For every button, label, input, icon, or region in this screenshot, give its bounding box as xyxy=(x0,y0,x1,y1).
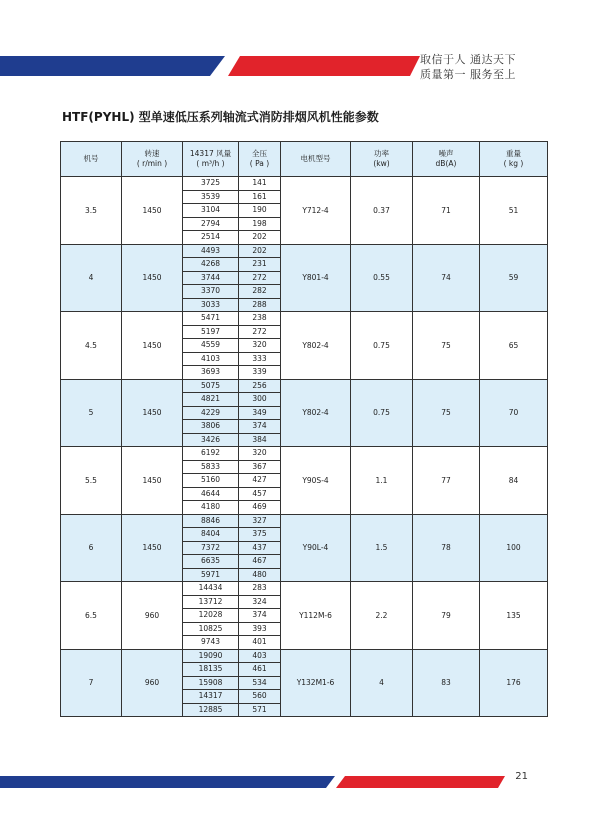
weight-cell: 100 xyxy=(480,514,548,582)
pressure-cell: 374 xyxy=(239,420,281,434)
airflow-cell: 6635 xyxy=(183,555,239,569)
pressure-cell: 374 xyxy=(239,609,281,623)
weight-cell: 135 xyxy=(480,582,548,650)
fan-number-cell: 4.5 xyxy=(61,312,122,380)
airflow-cell: 3806 xyxy=(183,420,239,434)
airflow-cell: 2514 xyxy=(183,231,239,245)
airflow-cell: 5197 xyxy=(183,325,239,339)
airflow-cell: 4103 xyxy=(183,352,239,366)
fan-number-cell: 6 xyxy=(61,514,122,582)
table-header-row xyxy=(61,142,548,177)
table-row xyxy=(61,177,548,191)
footer-stripes-graphic xyxy=(0,776,505,788)
power-cell: 1.1 xyxy=(351,447,413,515)
motor-model-cell: Y112M-6 xyxy=(281,582,351,650)
airflow-cell: 12028 xyxy=(183,609,239,623)
page-title: HTF(PYHL) 型单速低压系列轴流式消防排烟风机性能参数 xyxy=(62,110,379,124)
pressure-cell: 300 xyxy=(239,393,281,407)
pressure-cell: 339 xyxy=(239,366,281,380)
airflow-cell: 5833 xyxy=(183,460,239,474)
noise-cell: 78 xyxy=(413,514,480,582)
pressure-cell: 231 xyxy=(239,258,281,272)
pressure-cell: 461 xyxy=(239,663,281,677)
fan-number-cell: 4 xyxy=(61,244,122,312)
column-header xyxy=(239,142,281,177)
noise-cell: 75 xyxy=(413,379,480,447)
pressure-cell: 375 xyxy=(239,528,281,542)
power-cell: 1.5 xyxy=(351,514,413,582)
weight-cell: 176 xyxy=(480,649,548,717)
column-header-unit: ( r/min ) xyxy=(136,159,168,168)
pressure-cell: 384 xyxy=(239,433,281,447)
pressure-cell: 367 xyxy=(239,460,281,474)
power-cell: 4 xyxy=(351,649,413,717)
airflow-cell: 19090 xyxy=(183,649,239,663)
noise-cell: 83 xyxy=(413,649,480,717)
pressure-cell: 571 xyxy=(239,703,281,717)
motor-model-cell: Y802-4 xyxy=(281,379,351,447)
pressure-cell: 320 xyxy=(239,339,281,353)
airflow-cell: 5471 xyxy=(183,312,239,326)
column-header-unit: (kw) xyxy=(373,159,390,168)
column-header xyxy=(413,142,480,177)
performance-table xyxy=(60,141,548,717)
pressure-cell: 333 xyxy=(239,352,281,366)
pressure-cell: 202 xyxy=(239,231,281,245)
motor-model-cell: Y801-4 xyxy=(281,244,351,312)
column-header-label: 机号 xyxy=(83,154,99,163)
speed-cell: 960 xyxy=(122,649,183,717)
pressure-cell: 272 xyxy=(239,271,281,285)
airflow-cell: 4644 xyxy=(183,487,239,501)
pressure-cell: 349 xyxy=(239,406,281,420)
power-cell: 0.75 xyxy=(351,312,413,380)
pressure-cell: 256 xyxy=(239,379,281,393)
airflow-cell: 3370 xyxy=(183,285,239,299)
airflow-cell: 8404 xyxy=(183,528,239,542)
airflow-cell: 14434 xyxy=(183,582,239,596)
column-header xyxy=(183,142,239,177)
airflow-cell: 4559 xyxy=(183,339,239,353)
column-header-unit: dB(A) xyxy=(435,159,457,168)
motor-model-cell: Y90S-4 xyxy=(281,447,351,515)
pressure-cell: 393 xyxy=(239,622,281,636)
airflow-cell: 9743 xyxy=(183,636,239,650)
fan-number-cell: 5.5 xyxy=(61,447,122,515)
pressure-cell: 283 xyxy=(239,582,281,596)
table-row xyxy=(61,447,548,461)
airflow-cell: 3033 xyxy=(183,298,239,312)
airflow-cell: 4493 xyxy=(183,244,239,258)
column-header xyxy=(61,142,122,177)
pressure-cell: 202 xyxy=(239,244,281,258)
pressure-cell: 288 xyxy=(239,298,281,312)
fan-number-cell: 7 xyxy=(61,649,122,717)
footer-blue-stripe xyxy=(0,776,335,788)
motor-model-cell: Y132M1-6 xyxy=(281,649,351,717)
airflow-cell: 10825 xyxy=(183,622,239,636)
slogan-line-2: 质量第一 服务至上 xyxy=(420,68,516,81)
table-row xyxy=(61,244,548,258)
column-header-label: 转速 xyxy=(144,149,160,158)
pressure-cell: 324 xyxy=(239,595,281,609)
weight-cell: 84 xyxy=(480,447,548,515)
column-header-label: 重量 xyxy=(506,149,521,158)
noise-cell: 75 xyxy=(413,312,480,380)
airflow-cell: 3693 xyxy=(183,366,239,380)
column-header xyxy=(122,142,183,177)
airflow-cell: 12885 xyxy=(183,703,239,717)
fan-number-cell: 6.5 xyxy=(61,582,122,650)
company-slogan xyxy=(420,52,530,82)
table-row xyxy=(61,514,548,528)
noise-cell: 77 xyxy=(413,447,480,515)
airflow-cell: 4821 xyxy=(183,393,239,407)
airflow-cell: 3744 xyxy=(183,271,239,285)
pressure-cell: 480 xyxy=(239,568,281,582)
column-header xyxy=(351,142,413,177)
column-header-unit: ( kg ) xyxy=(503,159,524,168)
pressure-cell: 469 xyxy=(239,501,281,515)
speed-cell: 1450 xyxy=(122,447,183,515)
header-red-stripe xyxy=(228,56,420,76)
pressure-cell: 327 xyxy=(239,514,281,528)
airflow-cell: 4180 xyxy=(183,501,239,515)
weight-cell: 70 xyxy=(480,379,548,447)
table-body xyxy=(61,177,548,717)
header-blue-stripe xyxy=(0,56,225,76)
airflow-cell: 3725 xyxy=(183,177,239,191)
column-header-unit: ( m³/h ) xyxy=(196,159,225,168)
column-header xyxy=(480,142,548,177)
airflow-cell: 5160 xyxy=(183,474,239,488)
airflow-cell: 8846 xyxy=(183,514,239,528)
airflow-cell: 7372 xyxy=(183,541,239,555)
pressure-cell: 401 xyxy=(239,636,281,650)
pressure-cell: 198 xyxy=(239,217,281,231)
pressure-cell: 190 xyxy=(239,204,281,218)
airflow-cell: 4268 xyxy=(183,258,239,272)
airflow-cell: 15908 xyxy=(183,676,239,690)
speed-cell: 1450 xyxy=(122,379,183,447)
page-number: 21 xyxy=(515,771,528,782)
pressure-cell: 238 xyxy=(239,312,281,326)
column-header xyxy=(281,142,351,177)
pressure-cell: 467 xyxy=(239,555,281,569)
pressure-cell: 427 xyxy=(239,474,281,488)
weight-cell: 51 xyxy=(480,177,548,245)
speed-cell: 1450 xyxy=(122,177,183,245)
airflow-cell: 3426 xyxy=(183,433,239,447)
speed-cell: 1450 xyxy=(122,514,183,582)
table-row xyxy=(61,649,548,663)
column-header-label: 电机型号 xyxy=(300,154,331,163)
column-header-label: 功率 xyxy=(374,149,389,158)
airflow-cell: 5971 xyxy=(183,568,239,582)
pressure-cell: 282 xyxy=(239,285,281,299)
pressure-cell: 457 xyxy=(239,487,281,501)
airflow-cell: 3104 xyxy=(183,204,239,218)
airflow-cell: 4229 xyxy=(183,406,239,420)
slogan-line-1: 取信于人 通达天下 xyxy=(420,53,516,66)
airflow-cell: 5075 xyxy=(183,379,239,393)
fan-number-cell: 5 xyxy=(61,379,122,447)
column-header-unit: ( Pa ) xyxy=(249,159,270,168)
footer-red-stripe xyxy=(336,776,505,788)
noise-cell: 79 xyxy=(413,582,480,650)
airflow-cell: 6192 xyxy=(183,447,239,461)
motor-model-cell: Y90L-4 xyxy=(281,514,351,582)
pressure-cell: 560 xyxy=(239,690,281,704)
airflow-cell: 13712 xyxy=(183,595,239,609)
pressure-cell: 141 xyxy=(239,177,281,191)
power-cell: 2.2 xyxy=(351,582,413,650)
fan-number-cell: 3.5 xyxy=(61,177,122,245)
pressure-cell: 161 xyxy=(239,190,281,204)
airflow-cell: 3539 xyxy=(183,190,239,204)
header-decoration-stripes xyxy=(0,56,420,76)
column-header-label: 噪声 xyxy=(438,149,454,158)
column-header-label: 全压 xyxy=(252,149,267,158)
pressure-cell: 320 xyxy=(239,447,281,461)
motor-model-cell: Y712-4 xyxy=(281,177,351,245)
column-header-label: 14317 风量 xyxy=(189,149,232,158)
speed-cell: 1450 xyxy=(122,244,183,312)
weight-cell: 65 xyxy=(480,312,548,380)
table-row xyxy=(61,379,548,393)
speed-cell: 960 xyxy=(122,582,183,650)
table-row xyxy=(61,312,548,326)
motor-model-cell: Y802-4 xyxy=(281,312,351,380)
table-row xyxy=(61,582,548,596)
pressure-cell: 437 xyxy=(239,541,281,555)
speed-cell: 1450 xyxy=(122,312,183,380)
power-cell: 0.75 xyxy=(351,379,413,447)
weight-cell: 59 xyxy=(480,244,548,312)
pressure-cell: 534 xyxy=(239,676,281,690)
airflow-cell: 14317 xyxy=(183,690,239,704)
noise-cell: 71 xyxy=(413,177,480,245)
noise-cell: 74 xyxy=(413,244,480,312)
airflow-cell: 18135 xyxy=(183,663,239,677)
footer-decoration-stripes xyxy=(0,773,505,785)
power-cell: 0.37 xyxy=(351,177,413,245)
header-stripes-graphic xyxy=(0,56,420,76)
pressure-cell: 272 xyxy=(239,325,281,339)
pressure-cell: 403 xyxy=(239,649,281,663)
airflow-cell: 2794 xyxy=(183,217,239,231)
power-cell: 0.55 xyxy=(351,244,413,312)
